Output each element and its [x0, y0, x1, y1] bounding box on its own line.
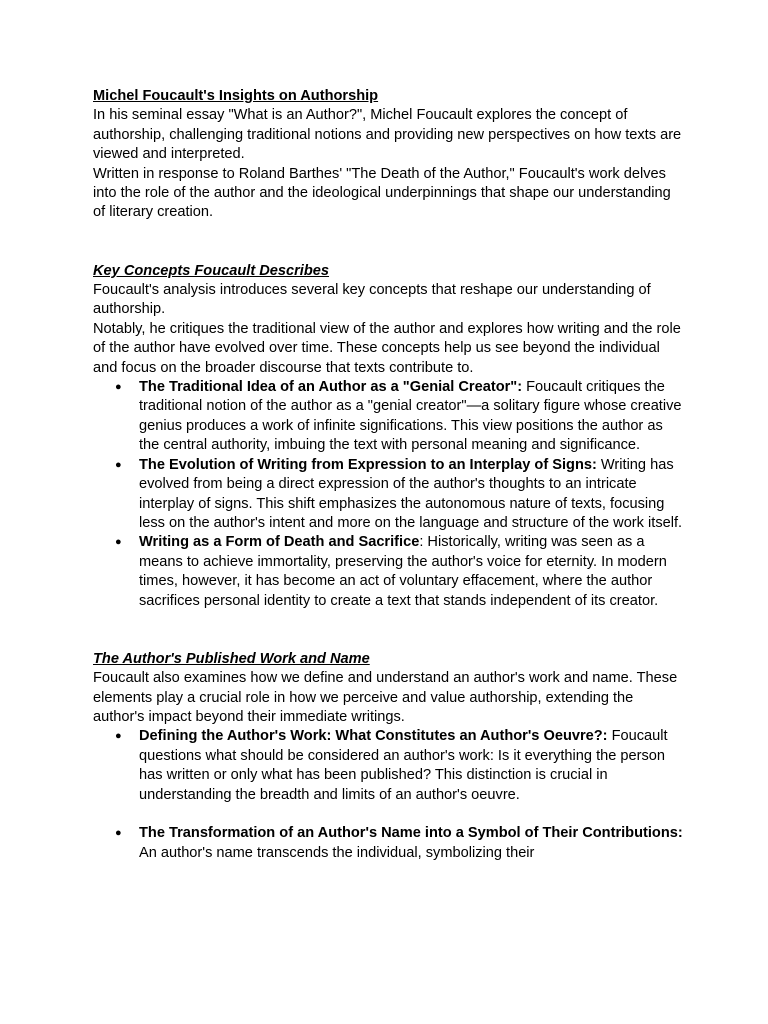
list-item-title: Writing as a Form of Death and Sacrifice — [139, 534, 420, 551]
analysis-paragraph: Foucault's analysis introduces several key concepts that reshape our understanding of authorship. — [93, 282, 651, 318]
list-item-title: The Transformation of an Author's Name into a Symbol of Their Contributions: — [139, 825, 683, 842]
spacer — [93, 223, 683, 262]
key-concepts-list — [93, 378, 683, 611]
list-item — [93, 533, 683, 611]
section-heading-authorship: Michel Foucault's Insights on Authorship — [93, 88, 379, 104]
list-item-title: The Evolution of Writing from Expression to an Interplay of Signs: — [139, 456, 597, 473]
bullet-icon: ● — [115, 458, 122, 471]
list-item-text: Foucault critiques the traditional notion of the author as a "genial creator"—a solitary figure whose creative genius produces a work of infinite significations. This view positions the author as the central authority, imbuing the text with personal meaning and significance. — [139, 379, 682, 454]
list-item-text: An author's name transcends the individual, symbolizing their — [139, 844, 535, 861]
list-item-title: Defining the Author's Work: What Constitutes an Author's Oeuvre?: — [139, 728, 608, 745]
section-heading-published-work: The Author's Published Work and Name — [93, 650, 370, 667]
context-paragraph: Written in response to Roland Barthes' "The Death of the Author," Foucault's work delves into the role of the author and the ideological underpinnings that shape our understanding of literary creation. — [93, 165, 671, 221]
bullet-icon: ● — [115, 381, 122, 394]
list-item-title: The Traditional Idea of an Author as a "Genial Creator": — [139, 379, 523, 396]
list-item — [93, 456, 683, 534]
list-item-text: Foucault questions what should be considered an author's work: Is it everything the person has written or only what has been published? This distinction is crucial in understanding the breadth and limits of an author's oeuvre. — [139, 728, 668, 803]
bullet-icon: ● — [115, 730, 122, 743]
critique-paragraph: Notably, he critiques the traditional view of the author and explores how writing and the role of the author have evolved over time. These concepts help us see beyond the individual and focus on the broader discourse that texts contribute to. — [93, 320, 681, 376]
spacer — [93, 805, 683, 824]
document-body — [93, 87, 683, 863]
spacer — [93, 611, 683, 650]
list-item — [93, 727, 683, 805]
bullet-icon: ● — [115, 536, 122, 549]
bullet-icon: ● — [115, 827, 122, 840]
list-item — [93, 824, 683, 863]
intro-paragraph: In his seminal essay "What is an Author?", Michel Foucault explores the concept of authorship, challenging traditional notions and providing new perspectives on how texts are viewed and interpreted. — [93, 107, 682, 163]
published-work-list-continued — [93, 824, 683, 863]
section-heading-key-concepts: Key Concepts Foucault Describes — [93, 262, 330, 279]
list-item-text: : Historically, writing was seen as a means to achieve immortality, preserving the author's voice for eternity. In modern times, however, it has become an act of voluntary effacement, where the author sacrifices personal identity to create a text that stands independent of its creator. — [139, 534, 667, 609]
published-work-list — [93, 727, 683, 805]
list-item-text: Writing has evolved from being a direct expression of the author's thoughts to an intricate interplay of signs. This shift emphasizes the autonomous nature of texts, focusing less on the author's intent and more on the language and structure of the work itself. — [139, 456, 683, 531]
list-item — [93, 378, 683, 456]
work-name-paragraph: Foucault also examines how we define and understand an author's work and name. These elements play a crucial role in how we perceive and value authorship, extending the author's impact beyond their immediate writings. — [93, 670, 678, 725]
